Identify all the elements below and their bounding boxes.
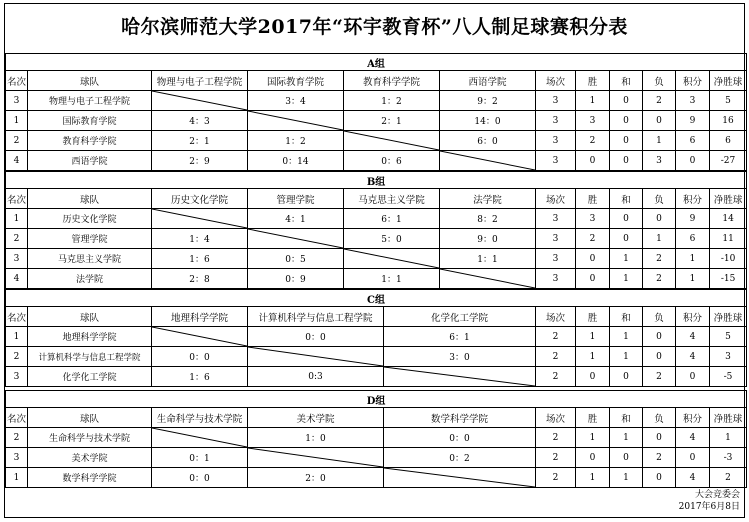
result-cell: 4：1 <box>248 209 344 229</box>
result-cell: 1：1 <box>440 249 536 269</box>
drawn-cell: 0 <box>610 131 643 151</box>
result-cell: 1：2 <box>344 91 440 111</box>
diagonal-line <box>152 428 247 447</box>
header-rank: 名次 <box>6 189 28 209</box>
group-c-title: C组 <box>6 290 747 307</box>
table-row <box>6 151 747 171</box>
result-cell: 0:3 <box>248 367 384 387</box>
lost-cell: 2 <box>643 269 676 289</box>
gd-cell: 5 <box>710 327 747 347</box>
diagonal-cell <box>440 269 536 289</box>
diagonal-cell <box>344 249 440 269</box>
gd-cell: 16 <box>710 111 747 131</box>
lost-cell: 1 <box>643 131 676 151</box>
diagonal-cell <box>248 448 384 468</box>
diagonal-cell <box>248 111 344 131</box>
rank-cell: 4 <box>6 269 28 289</box>
points-cell: 0 <box>676 151 710 171</box>
header-lost: 负 <box>643 408 676 428</box>
header-rank: 名次 <box>6 71 28 91</box>
result-cell: 14：0 <box>440 111 536 131</box>
result-cell: 0：5 <box>248 249 344 269</box>
drawn-cell: 0 <box>610 448 643 468</box>
table-row <box>6 448 747 468</box>
drawn-cell: 1 <box>610 249 643 269</box>
drawn-cell: 0 <box>610 209 643 229</box>
footer-org: 大会竞委会 <box>694 490 740 500</box>
lost-cell: 1 <box>643 229 676 249</box>
header-won: 胜 <box>576 307 610 327</box>
rank-cell: 2 <box>6 229 28 249</box>
result-cell: 0：0 <box>152 347 248 367</box>
gd-cell: 2 <box>710 468 747 488</box>
lost-cell: 3 <box>643 151 676 171</box>
header-gd: 净胜球 <box>710 189 747 209</box>
lost-cell: 2 <box>643 91 676 111</box>
gd-cell: 11 <box>710 229 747 249</box>
group-a-title: A组 <box>6 54 747 71</box>
header-points: 积分 <box>676 307 710 327</box>
header-points: 积分 <box>676 189 710 209</box>
result-cell: 1：1 <box>344 269 440 289</box>
group-b-table <box>5 171 747 289</box>
diagonal-line <box>152 91 247 110</box>
points-cell: 4 <box>676 347 710 367</box>
team-cell: 马克思主义学院 <box>28 249 152 269</box>
result-cell: 0：6 <box>344 151 440 171</box>
lost-cell: 2 <box>643 448 676 468</box>
header-lost: 负 <box>643 307 676 327</box>
diagonal-cell <box>248 347 384 367</box>
group-a-table <box>5 53 747 171</box>
lost-cell: 0 <box>643 327 676 347</box>
won-cell: 1 <box>576 347 610 367</box>
header-opponent: 马克思主义学院 <box>344 189 440 209</box>
rank-cell: 1 <box>6 468 28 488</box>
diagonal-cell <box>152 209 248 229</box>
result-cell: 2：0 <box>248 468 384 488</box>
diagonal-cell <box>440 151 536 171</box>
rank-cell: 1 <box>6 327 28 347</box>
standings-sheet <box>4 3 745 518</box>
result-cell: 9：0 <box>440 229 536 249</box>
won-cell: 1 <box>576 428 610 448</box>
rank-cell: 3 <box>6 448 28 468</box>
played-cell: 2 <box>536 468 576 488</box>
group-d-table <box>5 390 747 488</box>
table-row <box>6 428 747 448</box>
table-row <box>6 249 747 269</box>
rank-cell: 3 <box>6 91 28 111</box>
header-opponent: 计算机科学与信息工程学院 <box>248 307 384 327</box>
header-drawn: 和 <box>610 189 643 209</box>
drawn-cell: 1 <box>610 269 643 289</box>
diagonal-cell <box>384 367 536 387</box>
team-cell: 化学化工学院 <box>28 367 152 387</box>
result-cell: 0：1 <box>152 448 248 468</box>
points-cell: 1 <box>676 249 710 269</box>
drawn-cell: 1 <box>610 347 643 367</box>
played-cell: 3 <box>536 269 576 289</box>
diagonal-line <box>440 269 535 288</box>
played-cell: 3 <box>536 91 576 111</box>
header-opponent: 西语学院 <box>440 71 536 91</box>
group-b-title: B组 <box>6 172 747 189</box>
played-cell: 2 <box>536 327 576 347</box>
points-cell: 4 <box>676 428 710 448</box>
header-drawn: 和 <box>610 408 643 428</box>
group-c-table <box>5 289 747 387</box>
diagonal-line <box>248 111 343 130</box>
gd-cell: -10 <box>710 249 747 269</box>
result-cell: 2：1 <box>152 131 248 151</box>
header-opponent: 生命科学与技术学院 <box>152 408 248 428</box>
drawn-cell: 0 <box>610 229 643 249</box>
won-cell: 3 <box>576 209 610 229</box>
points-cell: 0 <box>676 448 710 468</box>
result-cell: 2：1 <box>344 111 440 131</box>
rank-cell: 1 <box>6 111 28 131</box>
won-cell: 0 <box>576 448 610 468</box>
drawn-cell: 0 <box>610 111 643 131</box>
gd-cell: 5 <box>710 91 747 111</box>
result-cell: 4：3 <box>152 111 248 131</box>
table-row <box>6 131 747 151</box>
gd-cell: -15 <box>710 269 747 289</box>
gd-cell: -5 <box>710 367 747 387</box>
team-cell: 数学科学学院 <box>28 468 152 488</box>
rank-cell: 4 <box>6 151 28 171</box>
header-won: 胜 <box>576 408 610 428</box>
footer <box>679 489 740 513</box>
header-played: 场次 <box>536 408 576 428</box>
diagonal-cell <box>384 468 536 488</box>
header-team: 球队 <box>28 408 152 428</box>
result-cell: 9：2 <box>440 91 536 111</box>
result-cell: 1：6 <box>152 249 248 269</box>
header-won: 胜 <box>576 71 610 91</box>
table-row <box>6 111 747 131</box>
diagonal-line <box>384 468 535 487</box>
table-row <box>6 91 747 111</box>
points-cell: 0 <box>676 367 710 387</box>
rank-cell: 3 <box>6 249 28 269</box>
header-rank: 名次 <box>6 408 28 428</box>
points-cell: 3 <box>676 91 710 111</box>
played-cell: 3 <box>536 229 576 249</box>
rank-cell: 2 <box>6 131 28 151</box>
result-cell: 0：9 <box>248 269 344 289</box>
result-cell: 1：4 <box>152 229 248 249</box>
header-lost: 负 <box>643 71 676 91</box>
diagonal-line <box>440 151 535 170</box>
header-lost: 负 <box>643 189 676 209</box>
diagonal-cell <box>248 229 344 249</box>
header-opponent: 数学科学学院 <box>384 408 536 428</box>
won-cell: 0 <box>576 269 610 289</box>
gd-cell: 6 <box>710 131 747 151</box>
result-cell: 1：0 <box>248 428 384 448</box>
result-cell: 0：0 <box>152 468 248 488</box>
header-opponent: 化学化工学院 <box>384 307 536 327</box>
played-cell: 2 <box>536 448 576 468</box>
result-cell: 8：2 <box>440 209 536 229</box>
gd-cell: -27 <box>710 151 747 171</box>
won-cell: 2 <box>576 131 610 151</box>
header-drawn: 和 <box>610 71 643 91</box>
gd-cell: 3 <box>710 347 747 367</box>
played-cell: 3 <box>536 131 576 151</box>
won-cell: 1 <box>576 327 610 347</box>
result-cell: 0：2 <box>384 448 536 468</box>
won-cell: 2 <box>576 229 610 249</box>
lost-cell: 2 <box>643 367 676 387</box>
drawn-cell: 1 <box>610 327 643 347</box>
team-cell: 美术学院 <box>28 448 152 468</box>
diagonal-cell <box>152 91 248 111</box>
team-cell: 计算机科学与信息工程学院 <box>28 347 152 367</box>
lost-cell: 0 <box>643 209 676 229</box>
played-cell: 3 <box>536 151 576 171</box>
drawn-cell: 1 <box>610 468 643 488</box>
team-cell: 物理与电子工程学院 <box>28 91 152 111</box>
lost-cell: 0 <box>643 428 676 448</box>
header-opponent: 历史文化学院 <box>152 189 248 209</box>
drawn-cell: 0 <box>610 367 643 387</box>
result-cell: 2：8 <box>152 269 248 289</box>
points-cell: 4 <box>676 468 710 488</box>
team-cell: 法学院 <box>28 269 152 289</box>
gd-cell: 1 <box>710 428 747 448</box>
lost-cell: 0 <box>643 468 676 488</box>
diagonal-line <box>152 209 247 228</box>
result-cell: 1：6 <box>152 367 248 387</box>
diagonal-line <box>248 347 383 366</box>
points-cell: 6 <box>676 229 710 249</box>
table-row <box>6 269 747 289</box>
diagonal-cell <box>344 131 440 151</box>
result-cell: 0：14 <box>248 151 344 171</box>
points-cell: 6 <box>676 131 710 151</box>
table-row <box>6 229 747 249</box>
result-cell: 3：4 <box>248 91 344 111</box>
lost-cell: 0 <box>643 347 676 367</box>
won-cell: 3 <box>576 111 610 131</box>
lost-cell: 0 <box>643 111 676 131</box>
drawn-cell: 0 <box>610 91 643 111</box>
result-cell: 3：0 <box>384 347 536 367</box>
header-won: 胜 <box>576 189 610 209</box>
diagonal-line <box>344 249 439 268</box>
rank-cell: 2 <box>6 347 28 367</box>
diagonal-line <box>152 327 247 346</box>
team-cell: 生命科学与技术学院 <box>28 428 152 448</box>
result-cell: 0：0 <box>248 327 384 347</box>
header-rank: 名次 <box>6 307 28 327</box>
gd-cell: -3 <box>710 448 747 468</box>
team-cell: 地理科学学院 <box>28 327 152 347</box>
rank-cell: 2 <box>6 428 28 448</box>
header-points: 积分 <box>676 408 710 428</box>
drawn-cell: 0 <box>610 151 643 171</box>
result-cell: 0：0 <box>384 428 536 448</box>
diagonal-cell <box>152 428 248 448</box>
points-cell: 4 <box>676 327 710 347</box>
header-drawn: 和 <box>610 307 643 327</box>
diagonal-cell <box>152 327 248 347</box>
group-d-title: D组 <box>6 391 747 408</box>
header-played: 场次 <box>536 307 576 327</box>
header-opponent: 地理科学学院 <box>152 307 248 327</box>
diagonal-line <box>344 131 439 150</box>
rank-cell: 3 <box>6 367 28 387</box>
table-row <box>6 209 747 229</box>
footer-date: 2017年6月8日 <box>678 502 740 512</box>
header-played: 场次 <box>536 189 576 209</box>
header-team: 球队 <box>28 189 152 209</box>
header-opponent: 教育科学学院 <box>344 71 440 91</box>
gd-cell: 14 <box>710 209 747 229</box>
header-opponent: 物理与电子工程学院 <box>152 71 248 91</box>
table-row <box>6 347 747 367</box>
header-gd: 净胜球 <box>710 408 747 428</box>
played-cell: 3 <box>536 209 576 229</box>
played-cell: 2 <box>536 347 576 367</box>
result-cell: 6：1 <box>344 209 440 229</box>
result-cell: 6：0 <box>440 131 536 151</box>
team-cell: 管理学院 <box>28 229 152 249</box>
points-cell: 9 <box>676 209 710 229</box>
team-cell: 教育科学学院 <box>28 131 152 151</box>
diagonal-line <box>384 367 535 386</box>
header-points: 积分 <box>676 71 710 91</box>
header-gd: 净胜球 <box>710 71 747 91</box>
won-cell: 1 <box>576 468 610 488</box>
header-opponent: 法学院 <box>440 189 536 209</box>
header-played: 场次 <box>536 71 576 91</box>
result-cell: 1：2 <box>248 131 344 151</box>
played-cell: 3 <box>536 111 576 131</box>
points-cell: 9 <box>676 111 710 131</box>
diagonal-line <box>248 448 383 467</box>
won-cell: 0 <box>576 367 610 387</box>
won-cell: 1 <box>576 91 610 111</box>
drawn-cell: 1 <box>610 428 643 448</box>
team-cell: 国际教育学院 <box>28 111 152 131</box>
table-row <box>6 327 747 347</box>
result-cell: 2：9 <box>152 151 248 171</box>
page-title: 哈尔滨师范大学2017年“环宇教育杯”八人制足球赛积分表 <box>121 16 628 38</box>
played-cell: 3 <box>536 249 576 269</box>
played-cell: 2 <box>536 428 576 448</box>
header-gd: 净胜球 <box>710 307 747 327</box>
table-row <box>6 468 747 488</box>
header-team: 球队 <box>28 71 152 91</box>
result-cell: 5：0 <box>344 229 440 249</box>
header-opponent: 管理学院 <box>248 189 344 209</box>
points-cell: 1 <box>676 269 710 289</box>
team-cell: 历史文化学院 <box>28 209 152 229</box>
diagonal-line <box>248 229 343 248</box>
team-cell: 西语学院 <box>28 151 152 171</box>
header-opponent: 美术学院 <box>248 408 384 428</box>
lost-cell: 2 <box>643 249 676 269</box>
played-cell: 2 <box>536 367 576 387</box>
rank-cell: 1 <box>6 209 28 229</box>
header-opponent: 国际教育学院 <box>248 71 344 91</box>
result-cell: 6：1 <box>384 327 536 347</box>
table-row <box>6 367 747 387</box>
won-cell: 0 <box>576 151 610 171</box>
won-cell: 0 <box>576 249 610 269</box>
header-team: 球队 <box>28 307 152 327</box>
